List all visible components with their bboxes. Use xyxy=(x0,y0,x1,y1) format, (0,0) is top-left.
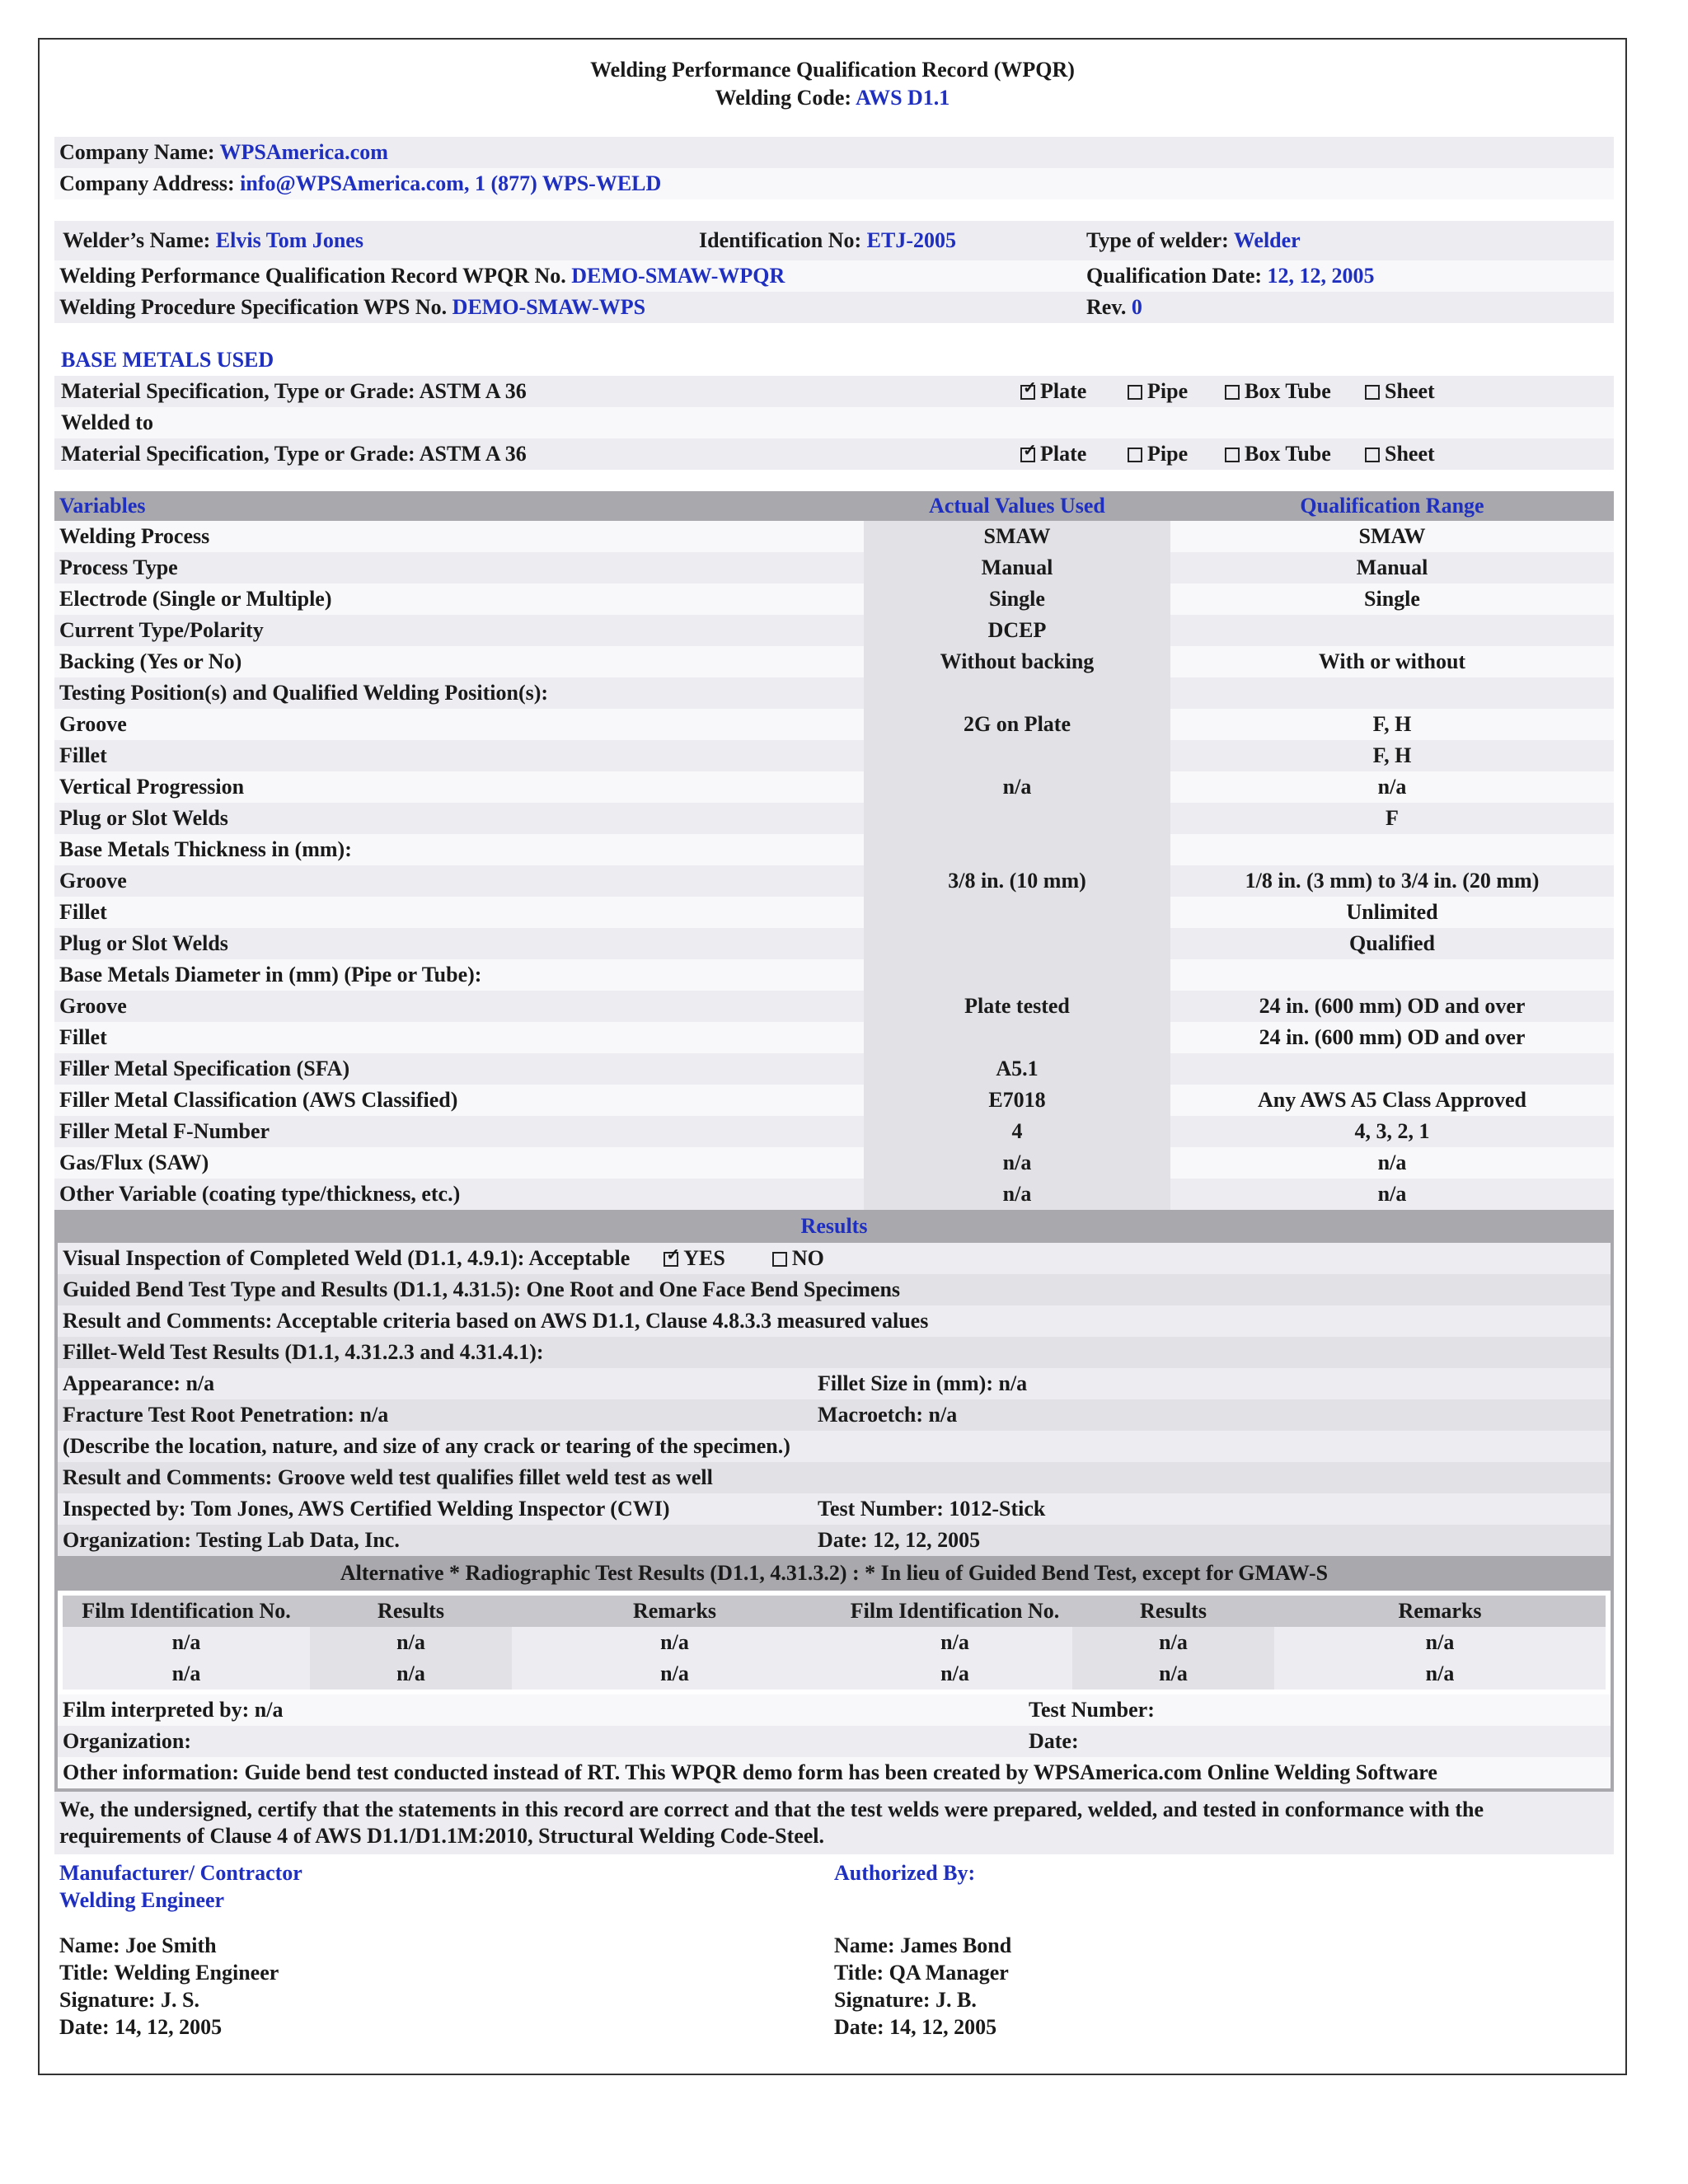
result-comments-2-row: Result and Comments: Groove weld test qualifies fillet weld test as well xyxy=(58,1462,1611,1493)
actual-value: 3/8 in. (10 mm) xyxy=(864,865,1170,897)
qualification-range: 24 in. (600 mm) OD and over xyxy=(1170,1022,1614,1053)
inspected-by-text: Inspected by: Tom Jones, AWS Certified Welding Inspector (CWI) xyxy=(63,1497,670,1521)
visual-inspection-text: Visual Inspection of Completed Weld (D1.1, 4.9.1): Acceptable xyxy=(63,1246,631,1270)
option-no[interactable] xyxy=(772,1246,824,1270)
rt-organization-row xyxy=(58,1726,1611,1757)
fillet-weld-results-row: Fillet-Weld Test Results (D1.1, 4.31.2.3 and 4.31.4.1): xyxy=(58,1337,1611,1368)
welder-name-value: Elvis Tom Jones xyxy=(215,228,363,252)
film-interpreted-row xyxy=(58,1694,1611,1726)
variables-row xyxy=(54,834,1614,865)
rt-date-text: Date: xyxy=(1029,1729,1079,1753)
actual-value: DCEP xyxy=(864,615,1170,646)
rev-label: Rev. xyxy=(1086,295,1127,319)
appearance-row xyxy=(58,1368,1611,1399)
checkbox-icon[interactable] xyxy=(1365,448,1380,462)
variable-name: Base Metals Thickness in (mm): xyxy=(54,834,864,865)
wpqr-value: DEMO-SMAW-WPQR xyxy=(571,264,785,288)
variables-row xyxy=(54,646,1614,677)
variables-row xyxy=(54,1147,1614,1179)
base-metal-1-spec: Material Specification, Type or Grade: ASTM A 36 xyxy=(61,379,527,403)
qualification-range xyxy=(1170,677,1614,709)
actual-value xyxy=(864,1022,1170,1053)
variables-header-row xyxy=(54,491,1614,521)
film-col-id-1: Film Identification No. xyxy=(63,1596,310,1627)
film-cell: n/a xyxy=(1274,1658,1606,1690)
actual-value: Without backing xyxy=(864,646,1170,677)
form-title xyxy=(40,56,1625,112)
variables-row xyxy=(54,615,1614,646)
option-label: Plate xyxy=(1040,379,1087,403)
film-cell: n/a xyxy=(512,1658,837,1690)
qualification-date-value: 12, 12, 2005 xyxy=(1267,264,1375,288)
results-date-text: Date: 12, 12, 2005 xyxy=(818,1528,981,1552)
results-heading: Results xyxy=(800,1214,868,1238)
film-col-id-2: Film Identification No. xyxy=(837,1596,1072,1627)
variables-row xyxy=(54,677,1614,709)
variable-name: Fillet xyxy=(54,897,864,928)
film-col-remarks-2: Remarks xyxy=(1274,1596,1606,1627)
actual-value: n/a xyxy=(864,1147,1170,1179)
variable-name: Backing (Yes or No) xyxy=(54,646,864,677)
variables-row xyxy=(54,897,1614,928)
variable-name: Vertical Progression xyxy=(54,771,864,803)
checkbox-checked-icon[interactable] xyxy=(663,1252,678,1267)
rt-test-number-text: Test Number: xyxy=(1029,1698,1155,1722)
actual-value xyxy=(864,834,1170,865)
variables-row xyxy=(54,1022,1614,1053)
checkbox-icon[interactable] xyxy=(1365,385,1380,400)
film-cell: n/a xyxy=(512,1627,837,1658)
option-label: Sheet xyxy=(1385,379,1435,403)
signatures xyxy=(54,1859,1614,2041)
actual-value: Manual xyxy=(864,552,1170,583)
base-metal-2-row xyxy=(54,438,1614,470)
qualification-range: n/a xyxy=(1170,771,1614,803)
qualification-range: F xyxy=(1170,803,1614,834)
welder-type-label: Type of welder: xyxy=(1086,228,1229,252)
option-box-tube-1[interactable] xyxy=(1225,376,1331,407)
variable-name: Welding Process xyxy=(54,521,864,552)
film-cell: n/a xyxy=(1274,1627,1606,1658)
welded-to-label: Welded to xyxy=(61,410,153,434)
variables-row xyxy=(54,583,1614,615)
right-name: Name: James Bond xyxy=(834,1933,1012,1957)
film-col-results-1: Results xyxy=(310,1596,512,1627)
left-name: Name: Joe Smith xyxy=(59,1933,217,1957)
company-name-label: Company Name: xyxy=(59,140,215,164)
actual-value: A5.1 xyxy=(864,1053,1170,1085)
header-variables: Variables xyxy=(54,491,864,521)
qualification-range xyxy=(1170,959,1614,991)
variables-row xyxy=(54,1053,1614,1085)
variable-name: Filler Metal F-Number xyxy=(54,1116,864,1147)
variable-name: Groove xyxy=(54,991,864,1022)
wps-value: DEMO-SMAW-WPS xyxy=(452,295,646,319)
variables-row xyxy=(54,771,1614,803)
variables-row xyxy=(54,865,1614,897)
variables-row xyxy=(54,1085,1614,1116)
fillet-size-text: Fillet Size in (mm): n/a xyxy=(818,1371,1028,1395)
base-metal-1-row xyxy=(54,376,1614,407)
variable-name: Testing Position(s) and Qualified Welding Position(s): xyxy=(54,677,864,709)
wps-row xyxy=(54,292,1614,323)
variable-name: Electrode (Single or Multiple) xyxy=(54,583,864,615)
other-information-row: Other information: Guide bend test conducted instead of RT. This WPQR demo form has been created by WPSAmerica.com Online Welding Software xyxy=(58,1757,1611,1788)
checkbox-icon[interactable] xyxy=(1128,448,1142,462)
right-signature: Signature: J. B. xyxy=(834,1988,977,2012)
qualification-range xyxy=(1170,1053,1614,1085)
checkbox-checked-icon[interactable] xyxy=(1020,448,1035,462)
left-signature: Signature: J. S. xyxy=(59,1988,199,2012)
qualification-range: Manual xyxy=(1170,552,1614,583)
film-table xyxy=(63,1596,1606,1690)
variable-name: Groove xyxy=(54,709,864,740)
variable-name: Fillet xyxy=(54,1022,864,1053)
guided-bend-row: Guided Bend Test Type and Results (D1.1, 4.31.5): One Root and One Face Bend Specimens xyxy=(58,1274,1611,1305)
film-header-row xyxy=(63,1596,1606,1627)
option-label: Box Tube xyxy=(1245,379,1331,403)
variable-name: Plug or Slot Welds xyxy=(54,928,864,959)
signature-right xyxy=(834,1859,1011,2041)
welding-code-value: AWS D1.1 xyxy=(856,86,950,110)
option-box-tube-2[interactable] xyxy=(1225,438,1331,470)
checkbox-checked-icon[interactable] xyxy=(1020,385,1035,400)
variable-name: Process Type xyxy=(54,552,864,583)
option-label: YES xyxy=(683,1246,725,1270)
film-cell: n/a xyxy=(1072,1627,1274,1658)
checkbox-icon[interactable] xyxy=(1225,448,1240,462)
actual-value: n/a xyxy=(864,771,1170,803)
organization-row xyxy=(58,1525,1611,1556)
wps-label: Welding Procedure Specification WPS No. xyxy=(59,295,448,319)
qualification-range: 24 in. (600 mm) OD and over xyxy=(1170,991,1614,1022)
base-metals-heading-row xyxy=(54,344,1614,376)
wpqr-label: Welding Performance Qualification Record WPQR No. xyxy=(59,264,566,288)
actual-value: Plate tested xyxy=(864,991,1170,1022)
qualification-date-label: Qualification Date: xyxy=(1086,264,1263,288)
variable-name: Other Variable (coating type/thickness, etc.) xyxy=(54,1179,864,1210)
qualification-range: With or without xyxy=(1170,646,1614,677)
left-date: Date: 14, 12, 2005 xyxy=(59,2015,223,2039)
company-address-label: Company Address: xyxy=(59,171,235,195)
option-sheet-1[interactable] xyxy=(1365,376,1435,407)
option-plate-1[interactable] xyxy=(1020,376,1086,407)
film-cell: n/a xyxy=(63,1627,310,1658)
variable-name: Groove xyxy=(54,865,864,897)
visual-inspection-row xyxy=(58,1243,1611,1274)
qualification-range: F, H xyxy=(1170,740,1614,771)
actual-value xyxy=(864,897,1170,928)
company-name-row xyxy=(54,137,1614,168)
rev-value: 0 xyxy=(1131,295,1142,319)
checkbox-icon[interactable] xyxy=(1225,385,1240,400)
film-cell: n/a xyxy=(63,1658,310,1690)
variables-row xyxy=(54,740,1614,771)
qualification-range: n/a xyxy=(1170,1147,1614,1179)
variables-row xyxy=(54,709,1614,740)
inspected-by-row xyxy=(58,1493,1611,1525)
option-pipe-2[interactable] xyxy=(1128,438,1188,470)
film-cell: n/a xyxy=(1072,1658,1274,1690)
manufacturer-heading: Manufacturer/ Contractor xyxy=(59,1861,302,1885)
variable-name: Filler Metal Specification (SFA) xyxy=(54,1053,864,1085)
option-sheet-2[interactable] xyxy=(1365,438,1435,470)
form-title-text: Welding Performance Qualification Record (WPQR) xyxy=(590,58,1075,82)
actual-value xyxy=(864,928,1170,959)
right-title: Title: QA Manager xyxy=(834,1961,1009,1985)
radiographic-heading: Alternative * Radiographic Test Results (D1.1, 4.31.3.2) : * In lieu of Guided Bend Test, except for GMAW-S xyxy=(58,1556,1611,1591)
actual-value: SMAW xyxy=(864,521,1170,552)
welding-code xyxy=(40,84,1625,112)
company-address-value: info@WPSAmerica.com, 1 (877) WPS-WELD xyxy=(240,171,662,195)
authorized-by-heading: Authorized By: xyxy=(834,1861,976,1885)
variables-row xyxy=(54,959,1614,991)
film-cell: n/a xyxy=(310,1627,512,1658)
welded-to-row xyxy=(54,407,1614,438)
left-title: Title: Welding Engineer xyxy=(59,1961,279,1985)
variable-name: Base Metals Diameter in (mm) (Pipe or Tube): xyxy=(54,959,864,991)
option-label: Pipe xyxy=(1147,442,1189,466)
qualification-range: SMAW xyxy=(1170,521,1614,552)
film-cell: n/a xyxy=(837,1658,1072,1690)
option-label: Plate xyxy=(1040,442,1087,466)
option-label: Pipe xyxy=(1147,379,1189,403)
welder-id-value: ETJ-2005 xyxy=(866,228,957,252)
right-date: Date: 14, 12, 2005 xyxy=(834,2015,997,2039)
results-section xyxy=(54,1210,1614,1792)
wpqr-form xyxy=(38,38,1627,2075)
qualification-range: 1/8 in. (3 mm) to 3/4 in. (20 mm) xyxy=(1170,865,1614,897)
film-row xyxy=(63,1658,1606,1690)
film-interpreted-text: Film interpreted by: n/a xyxy=(63,1698,284,1722)
option-label: NO xyxy=(791,1246,824,1270)
film-table-wrapper xyxy=(58,1591,1611,1694)
welder-row xyxy=(54,221,1614,260)
film-col-results-2: Results xyxy=(1072,1596,1274,1627)
variable-name: Gas/Flux (SAW) xyxy=(54,1147,864,1179)
checkbox-icon[interactable] xyxy=(772,1252,787,1267)
qualification-range: Unlimited xyxy=(1170,897,1614,928)
qualification-range: Single xyxy=(1170,583,1614,615)
variable-name: Filler Metal Classification (AWS Classified) xyxy=(54,1085,864,1116)
variable-name: Current Type/Polarity xyxy=(54,615,864,646)
variables-row xyxy=(54,803,1614,834)
describe-row: (Describe the location, nature, and size of any crack or tearing of the specimen.) xyxy=(58,1431,1611,1462)
variables-row xyxy=(54,521,1614,552)
film-cell: n/a xyxy=(837,1627,1072,1658)
option-yes[interactable] xyxy=(663,1246,725,1270)
actual-value xyxy=(864,677,1170,709)
welding-code-label: Welding Code: xyxy=(715,86,852,110)
actual-value: 2G on Plate xyxy=(864,709,1170,740)
film-col-remarks-1: Remarks xyxy=(512,1596,837,1627)
variables-row xyxy=(54,1179,1614,1210)
fracture-text: Fracture Test Root Penetration: n/a xyxy=(63,1403,389,1427)
actual-value xyxy=(864,740,1170,771)
base-metals-heading: BASE METALS USED xyxy=(61,348,274,372)
welding-engineer-heading: Welding Engineer xyxy=(59,1888,225,1912)
appearance-text: Appearance: n/a xyxy=(63,1371,215,1395)
macroetch-text: Macroetch: n/a xyxy=(818,1403,958,1427)
qualification-range: Qualified xyxy=(1170,928,1614,959)
rt-organization-text: Organization: xyxy=(63,1729,191,1753)
option-label: Sheet xyxy=(1385,442,1435,466)
qualification-range: n/a xyxy=(1170,1179,1614,1210)
qualification-range xyxy=(1170,615,1614,646)
welder-id-label: Identification No: xyxy=(699,228,862,252)
result-comments-1-row: Result and Comments: Acceptable criteria based on AWS D1.1, Clause 4.8.3.3 measured values xyxy=(58,1305,1611,1337)
qualification-range xyxy=(1170,834,1614,865)
organization-text: Organization: Testing Lab Data, Inc. xyxy=(63,1528,400,1552)
qualification-range: F, H xyxy=(1170,709,1614,740)
qualification-range: 4, 3, 2, 1 xyxy=(1170,1116,1614,1147)
variables-row xyxy=(54,991,1614,1022)
option-plate-2[interactable] xyxy=(1020,438,1086,470)
welder-type-value: Welder xyxy=(1233,228,1301,252)
variable-name: Plug or Slot Welds xyxy=(54,803,864,834)
option-label: Box Tube xyxy=(1245,442,1331,466)
qualification-range: Any AWS A5 Class Approved xyxy=(1170,1085,1614,1116)
welder-name-label: Welder’s Name: xyxy=(63,228,211,252)
option-pipe-1[interactable] xyxy=(1128,376,1188,407)
film-row xyxy=(63,1627,1606,1658)
actual-value xyxy=(864,959,1170,991)
variables-row xyxy=(54,552,1614,583)
wpqr-row xyxy=(54,260,1614,292)
header-qualification-range: Qualification Range xyxy=(1170,491,1614,521)
test-number-text: Test Number: 1012-Stick xyxy=(818,1497,1046,1521)
company-address-row xyxy=(54,168,1614,199)
actual-value: E7018 xyxy=(864,1085,1170,1116)
header-actual-values: Actual Values Used xyxy=(864,491,1170,521)
certification-statement: We, the undersigned, certify that the statements in this record are correct and that the test welds were prepared, welded, and tested in conformance with the requirements of Clause 4 of AWS D1.1/D1.1M:2010, Structural Welding Code-Steel. xyxy=(54,1792,1614,1854)
variables-table xyxy=(54,491,1614,1210)
variable-name: Fillet xyxy=(54,740,864,771)
base-metal-2-spec: Material Specification, Type or Grade: ASTM A 36 xyxy=(61,442,527,466)
actual-value: 4 xyxy=(864,1116,1170,1147)
actual-value xyxy=(864,803,1170,834)
film-cell: n/a xyxy=(310,1658,512,1690)
actual-value: Single xyxy=(864,583,1170,615)
fracture-row xyxy=(58,1399,1611,1431)
actual-value: n/a xyxy=(864,1179,1170,1210)
company-name-value: WPSAmerica.com xyxy=(219,140,388,164)
variables-row xyxy=(54,1116,1614,1147)
signature-left xyxy=(59,1859,302,2041)
checkbox-icon[interactable] xyxy=(1128,385,1142,400)
variables-row xyxy=(54,928,1614,959)
